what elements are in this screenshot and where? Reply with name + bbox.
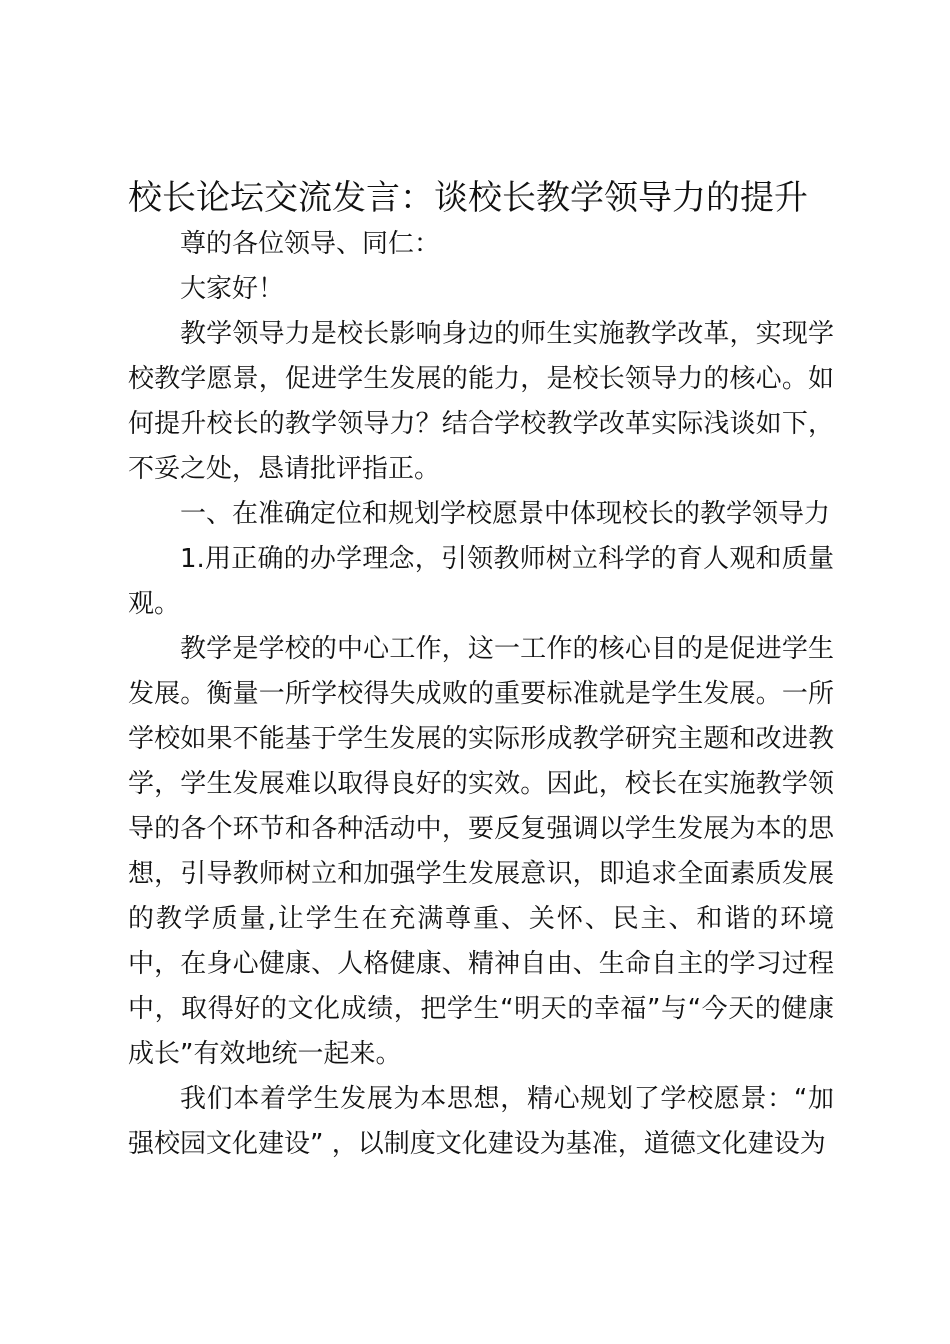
document-title: 校长论坛交流发言：谈校长教学领导力的提升 [128, 178, 808, 218]
greeting: 大家好！ [180, 274, 285, 304]
body-paragraph: 教学是学校的中心工作，这一工作的核心目的是促进学生发展。衡量一所学校得失成败的重要标准就是学生发展。一所学校如果不能基于学生发展的实际形成教学研究主题和改进教学，学生发展难以取得良好的实效。因此，校长在实施教学领导的各个环节和各种活动中，要反复强调以学生发展为本的思想，引导教师树立和加强学生发展意识，即追求全面素质发展的教学质量,让学生在充满尊重、关怀、民主、和谐的环境中，在身心健康、人格健康、精神自由、生命自主的学习过程中，取得好的文化成绩，把学生“明天的幸福”与“今天的健康成长”有效地统一起来。 [128, 634, 834, 1069]
body-paragraph: 我们本着学生发展为本思想，精心规划了学校愿景：“加强校园文化建设” ，以制度文化建设为基准，道德文化建设为 [128, 1084, 834, 1159]
intro-paragraph: 教学领导力是校长影响身边的师生实施教学改革，实现学校教学愿景，促进学生发展的能力，是校长领导力的核心。如何提升校长的教学领导力？结合学校教学改革实际浅谈如下，不妥之处，恳请批评指正。 [128, 319, 834, 484]
document-body [128, 222, 834, 1167]
section-heading-1: 一、在准确定位和规划学校愿景中体现校长的教学领导力 [180, 499, 831, 529]
salutation: 尊的各位领导、同仁： [180, 229, 441, 259]
subsection-heading-1-1: 1.用正确的办学理念，引领教师树立科学的育人观和质量观。 [128, 544, 834, 619]
